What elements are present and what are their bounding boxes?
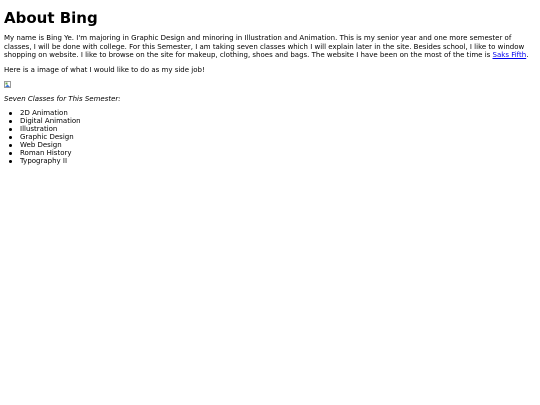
- class-item: Typography II: [20, 157, 536, 165]
- class-item: Roman History: [20, 149, 536, 157]
- class-item: Web Design: [20, 141, 536, 149]
- classes-heading: Seven Classes for This Semester:: [4, 94, 121, 103]
- intro-paragraph: [4, 34, 536, 60]
- broken-image-icon: [4, 81, 11, 88]
- class-item: 2D Animation: [20, 109, 536, 117]
- intro-end: .: [526, 51, 529, 60]
- saks-fifth-link[interactable]: Saks Fifth: [492, 51, 527, 60]
- class-item: Graphic Design: [20, 133, 536, 141]
- classes-list: [4, 109, 536, 166]
- class-item: Digital Animation: [20, 117, 536, 125]
- side-job-text: Here is a image of what I would like to do as my side job!: [4, 65, 205, 74]
- page-title: About Bing: [4, 9, 98, 27]
- class-item: Illustration: [20, 125, 536, 133]
- intro-text: My name is Bing Ye. I'm majoring in Graphic Design and minoring in Illustration and Animation. This is my senior year and one more semester of classes, I will be done with college. For this Semester, I am taking seven classes which I will explain later in the site. Besides school, I like to window shopping on website. I like to browse on the site for makeup, clothing, shoes and bags. The website I have been on the most of the time is: [4, 34, 525, 60]
